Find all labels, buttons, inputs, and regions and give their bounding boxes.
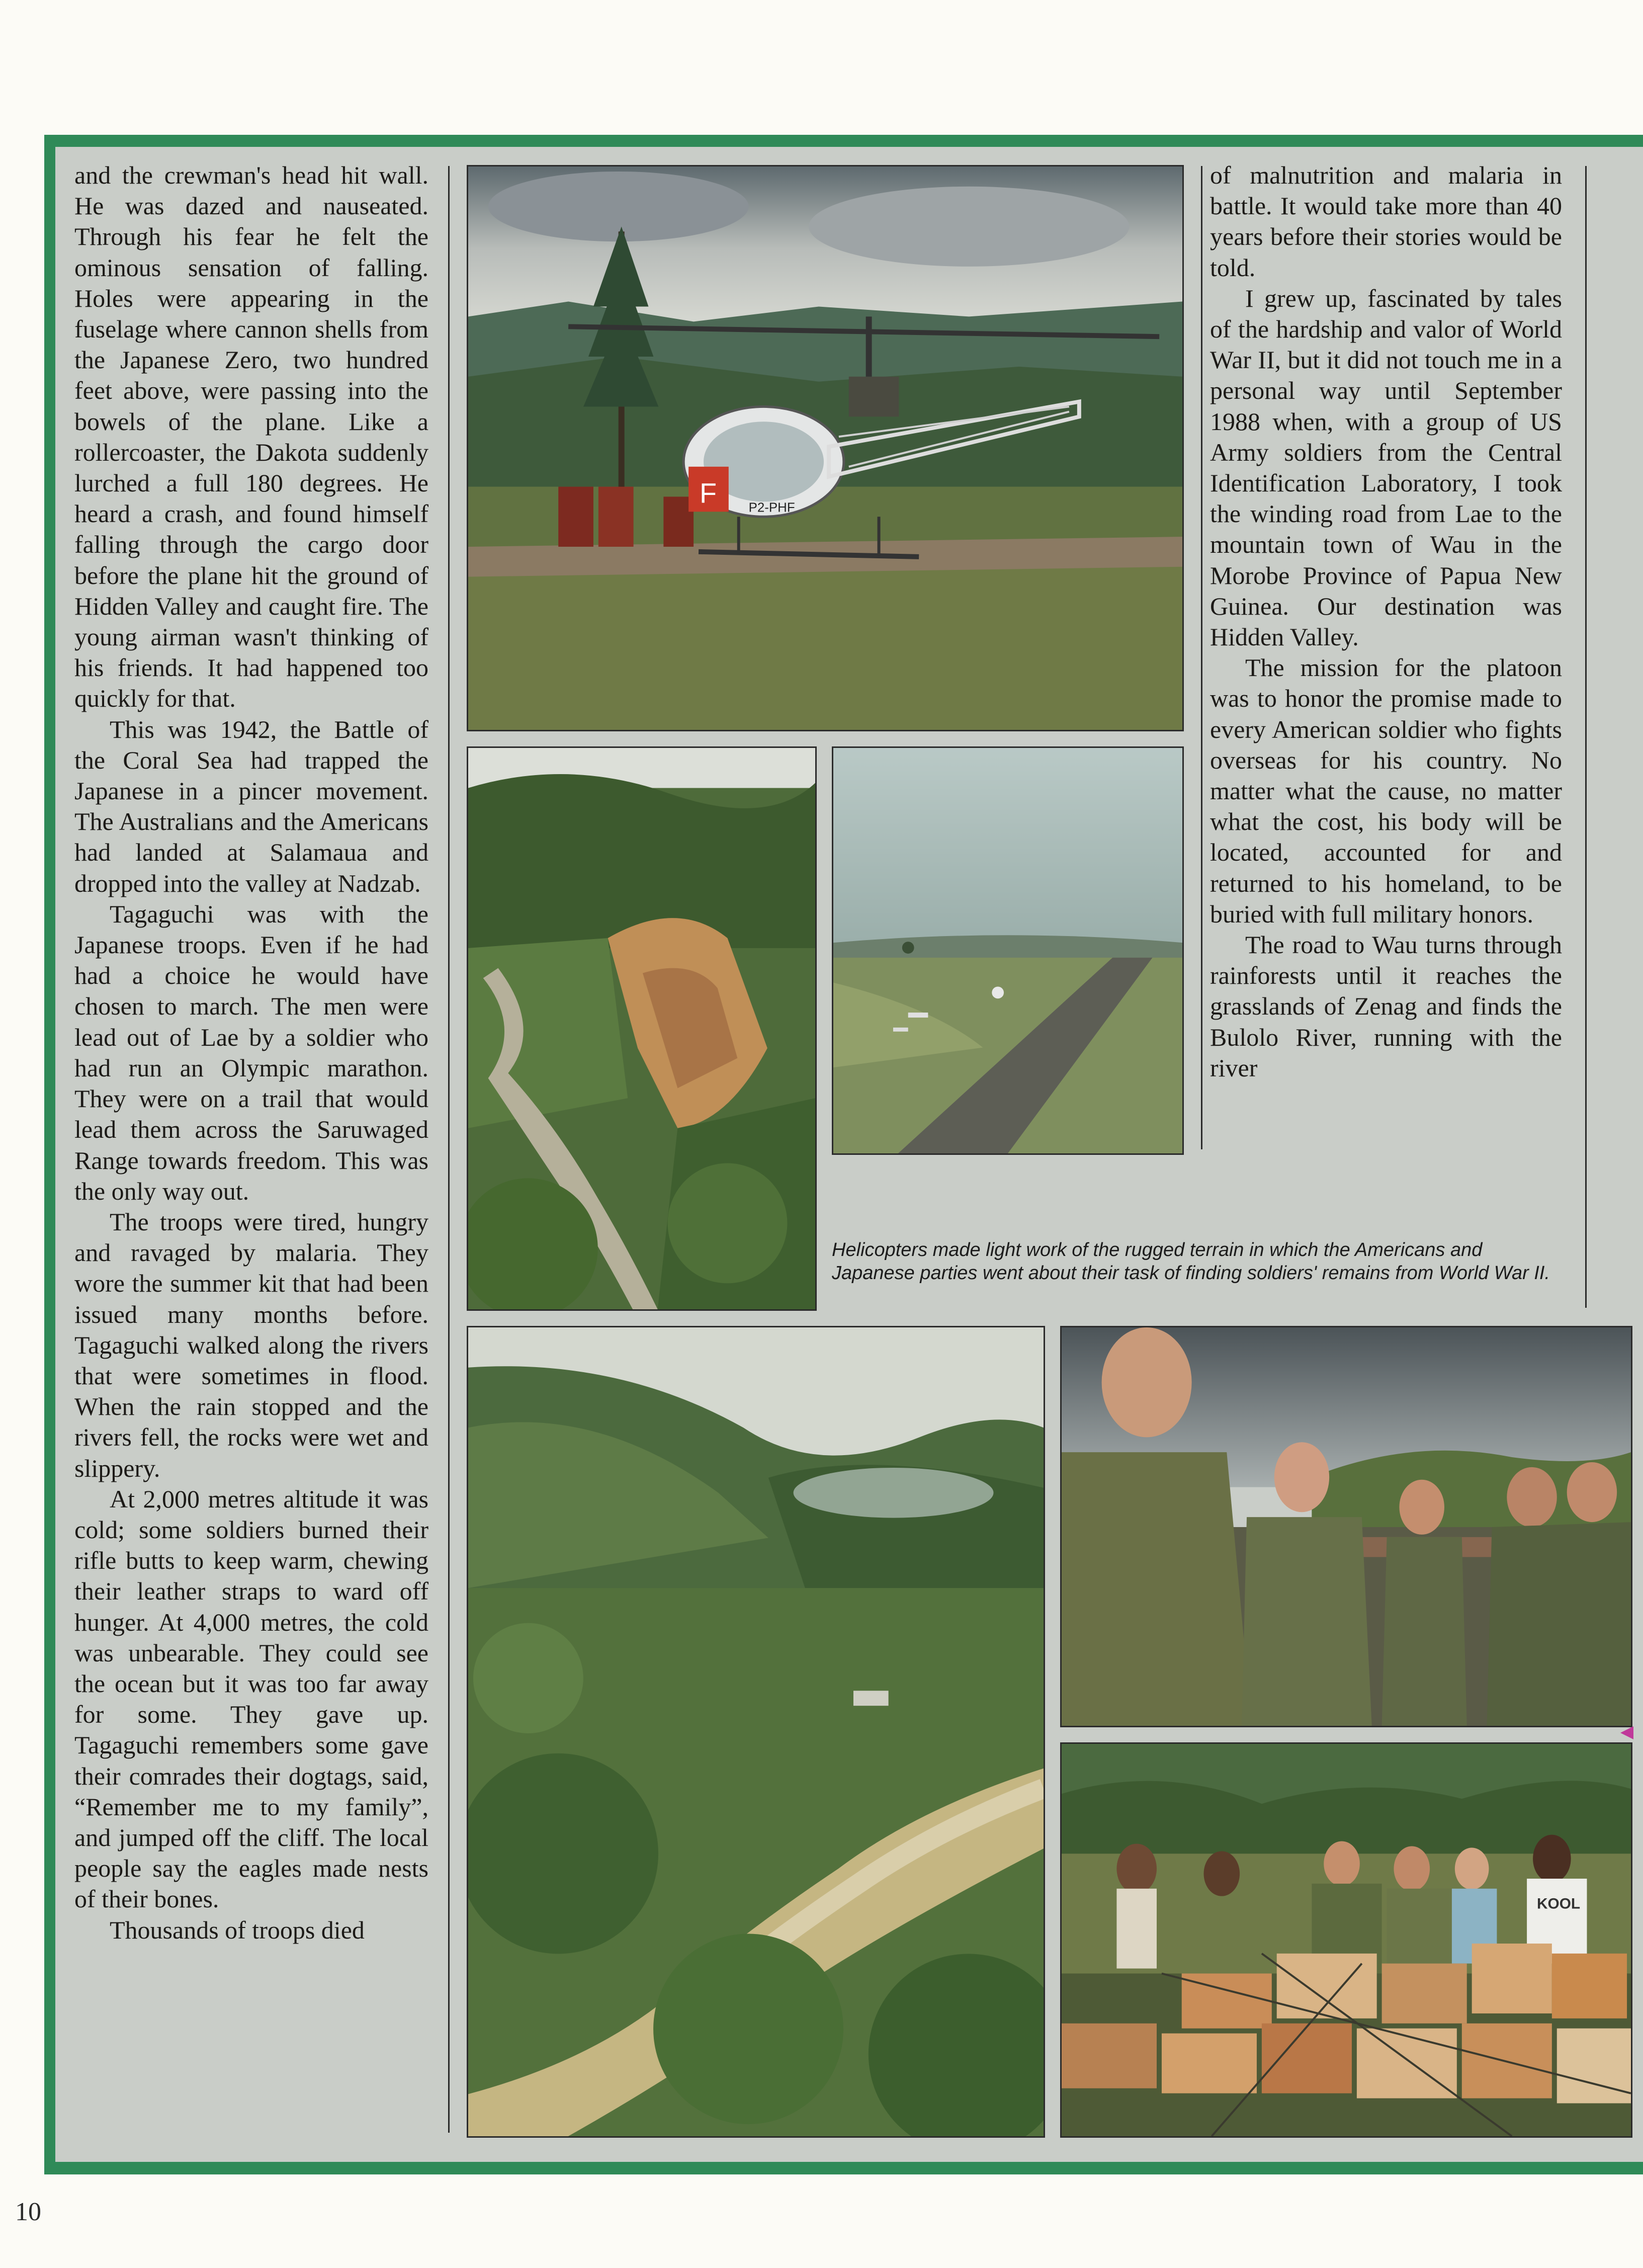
paragraph: The troops were tired, hungry and ravaged by malaria. They wore the summer kit that had been issued many months before. Tagaguchi walked along the rivers that were sometimes in flood. When the rain stopped and the rivers fell, the rocks were wet and slippery. (74, 1207, 428, 1482)
article-column-right (1210, 160, 1562, 1083)
article-column-left (74, 160, 428, 1946)
airstrip-photo (832, 746, 1184, 1155)
helicopter-photo (467, 165, 1184, 731)
river-valley-photo (467, 1326, 1045, 2138)
paragraph: of malnutrition and malaria in battle. It would take more than 40 years before their stories would be told. (1210, 161, 1562, 282)
paragraph: The road to Wau turns through rainforests until it reaches the grasslands of Zenag and finds the Bulolo River, running with the river (1210, 931, 1562, 1082)
column-rule-right-inner (1201, 166, 1202, 1149)
helicopter-tail-letter: F (700, 477, 717, 509)
shirt-text: KOOL (1536, 1895, 1581, 1912)
paragraph: and the crewman's head hit wall. He was dazed and nauseated. Through his fear he felt the ominous sensation of falling. Holes were appearing in the fuselage where cannon shells from the Japanese Zero, two hundred feet above, were passing into the bowels of the plane. Like a rollercoaster, the Dakota suddenly lurched a full 180 degrees. He heard a crash, and found himself falling through the cargo door before the plane hit the ground of Hidden Valley and caught fire. The young airman wasn't thinking of his friends. It had happened too quickly for that. (74, 161, 428, 713)
paragraph: This was 1942, the Battle of the Coral Sea had trapped the Japanese in a pincer movement. The Australians and the Americans had landed at Salamaua and dropped into the valley at Nadzab. (74, 715, 428, 897)
valley-ravine-photo (467, 746, 817, 1311)
paragraph: At 2,000 metres altitude it was cold; some soldiers burned their rifle butts to keep warm, chewing their leather straps to ward off hunger. At 4,000 metres, the cold was unbearable. They could see the ocean but it was too far away for some. They gave up. Tagaguchi remembers some gave their comrades their dogtags, said, “Remember me to my family”, and jumped off the cliff. The local people say the eagles made nests of their bones. (74, 1484, 428, 1913)
column-rule-right-outer (1585, 166, 1587, 1308)
paragraph: I grew up, fascinated by tales of the hardship and valor of World War II, but it did not touch me in a personal way until September 1988 when, with a group of US Army soldiers from the Central Identification Laboratory, I took the winding road from Lae to the mountain town of Wau in the Morobe Province of Papua New Guinea. Our destination was Hidden Valley. (1210, 284, 1562, 651)
paragraph: The mission for the platoon was to honor the promise made to every American soldier who fights overseas for his country. No matter what the cause, no matter what the cost, his body will be located, accounted for and returned to his homeland, to be buried with full military honors. (1210, 653, 1562, 928)
supply-boxes-photo (1060, 1742, 1632, 2138)
helicopter-registration: P2-PHF (748, 500, 795, 515)
page-number: 10 (15, 2198, 41, 2226)
photo-caption: Helicopters made light work of the rugged terrain in which the Americans and Japanese parties went about their task of finding soldiers' remains from World War II. (832, 1239, 1550, 1284)
paragraph: Tagaguchi was with the Japanese troops. Even if he had had a choice he would have chosen to march. The men were lead out of Lae by a soldier who had run an Olympic marathon. They were on a trail that would lead them across the Saruwaged Range towards freedom. This was the only way out. (74, 899, 428, 1205)
paragraph: Thousands of troops died (110, 1915, 365, 1944)
soldiers-photo (1060, 1326, 1632, 1727)
column-rule-left (448, 166, 450, 2133)
page-edge-marker (1620, 1726, 1633, 1739)
